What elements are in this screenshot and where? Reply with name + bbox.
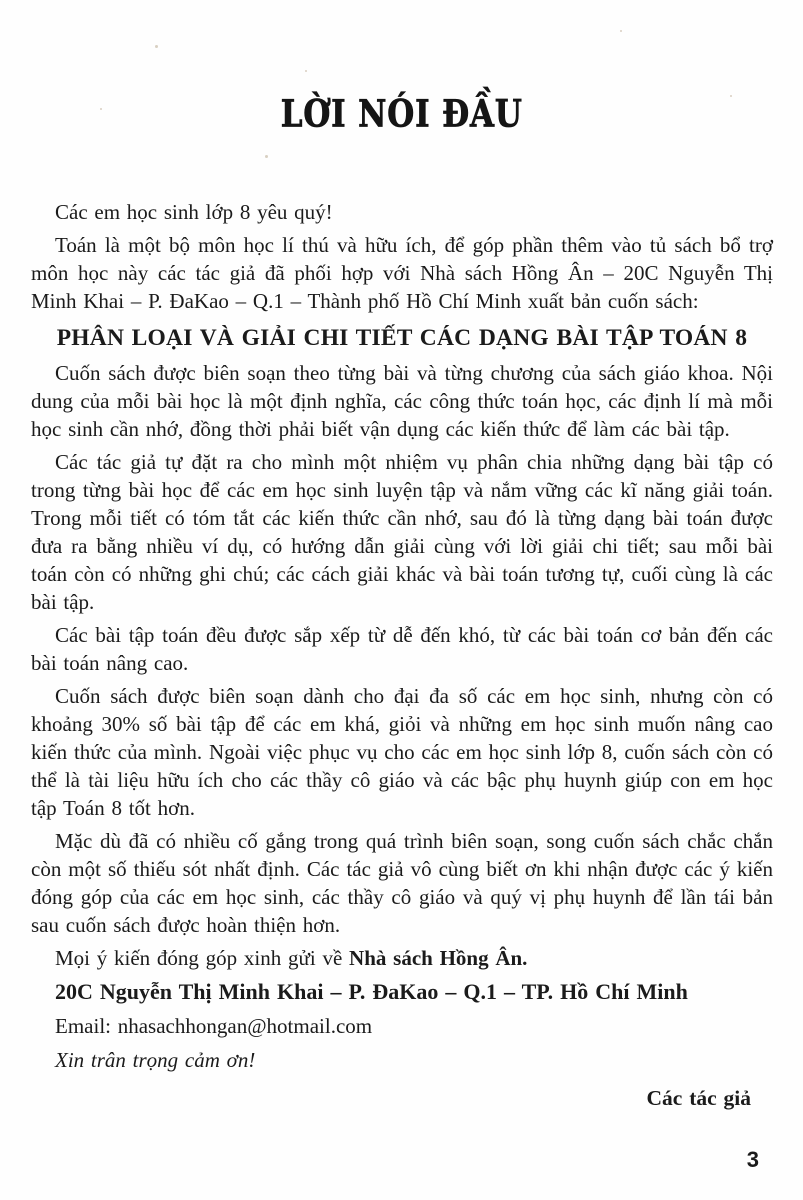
difficulty-paragraph: [31, 621, 773, 677]
method-paragraph: [31, 448, 773, 616]
text-run: Toán là một bộ môn học lí thú và hữu ích, để góp phần thêm vào tủ sách bổ trợ môn học này các tác giả đã phối hợp với Nhà sách Hồng Ân – 20C Nguyễn Thị Minh Khai – P. ĐaKao – Q.1 – Thành phố Hồ Chí Minh xuất bản cuốn sách:: [31, 233, 773, 313]
book-title-line: [31, 324, 773, 352]
text-run: Các tác giả: [646, 1086, 751, 1110]
page-number: 3: [746, 1147, 759, 1172]
text-run: PHÂN LOẠI VÀ GIẢI CHI TIẾT CÁC DẠNG BÀI TẬP TOÁN 8: [56, 325, 748, 351]
intro-paragraph: [31, 231, 773, 315]
text-run: Email: nhasachhongan@hotmail.com: [55, 1014, 373, 1038]
scan-speck: [620, 30, 622, 32]
text-run: Các em học sinh lớp 8 yêu quý!: [55, 200, 333, 224]
text-run: Xin trân trọng cảm ơn!: [55, 1048, 256, 1072]
thanks-line: [31, 1046, 773, 1074]
structure-paragraph: [31, 359, 773, 443]
address-line: [31, 978, 773, 1006]
feedback-paragraph: [31, 944, 773, 972]
scan-speck: [265, 155, 268, 158]
audience-paragraph: [31, 682, 773, 822]
signature-line: [31, 1084, 773, 1112]
text-run: Mặc dù đã có nhiều cố gắng trong quá trình biên soạn, song cuốn sách chắc chắn còn một số thiếu sót nhất định. Các tác giả vô cùng biết ơn khi nhận được các ý kiến đóng góp của các em học sinh, các thầy cô giáo và quý vị phụ huynh để lần tái bản sau cuốn sách được hoàn thiện hơn.: [31, 829, 773, 937]
scan-speck: [305, 70, 307, 72]
text-run: Các tác giả tự đặt ra cho mình một nhiệm vụ phân chia những dạng bài tập có trong từng bài học để các em học sinh luyện tập và nắm vững các kĩ năng giải toán. Trong mỗi tiết có tóm tắt các kiến thức cần nhớ, sau đó là từng dạng bài toán được đưa ra bằng nhiều ví dụ, có hướng dẫn giải cùng với lời giải chi tiết; sau mỗi bài toán còn có những ghi chú; các cách giải khác và bài toán tương tự, cuối cùng là các bài tập.: [31, 450, 773, 614]
page-body: [31, 198, 773, 1112]
greeting-paragraph: [31, 198, 773, 226]
text-run: 20C Nguyễn Thị Minh Khai – P. ĐaKao – Q.1 – TP. Hồ Chí Minh: [55, 979, 688, 1004]
title-wrap: [0, 0, 803, 142]
scan-speck: [730, 95, 732, 97]
text-run: Mọi ý kiến đóng góp xinh gửi về: [55, 946, 350, 970]
text-run: Các bài tập toán đều được sắp xếp từ dễ đến khó, từ các bài toán cơ bản đến các bài toán nâng cao.: [31, 623, 773, 675]
apology-paragraph: [31, 827, 773, 939]
scan-speck: [100, 108, 102, 110]
scan-speck: [155, 45, 158, 48]
email-line: [31, 1012, 773, 1040]
text-run: Cuốn sách được biên soạn theo từng bài và từng chương của sách giáo khoa. Nội dung của mỗi bài học là một định nghĩa, các công thức toán học, các định lí mà mỗi học sinh cần nhớ, đồng thời phải biết vận dụng các kiến thức để làm các bài tập.: [31, 361, 773, 441]
text-run: Nhà sách Hồng Ân.: [349, 946, 528, 970]
page-title: LỜI NÓI ĐẦU: [280, 91, 523, 136]
text-run: Cuốn sách được biên soạn dành cho đại đa số các em học sinh, nhưng còn có khoảng 30% số bài tập để các em khá, giỏi và những em học sinh muốn nâng cao kiến thức của mình. Ngoài việc phục vụ cho các em học sinh lớp 8, cuốn sách còn có thể là tài liệu hữu ích cho các thầy cô giáo và các bậc phụ huynh giúp con em học tập Toán 8 tốt hơn.: [31, 684, 773, 820]
